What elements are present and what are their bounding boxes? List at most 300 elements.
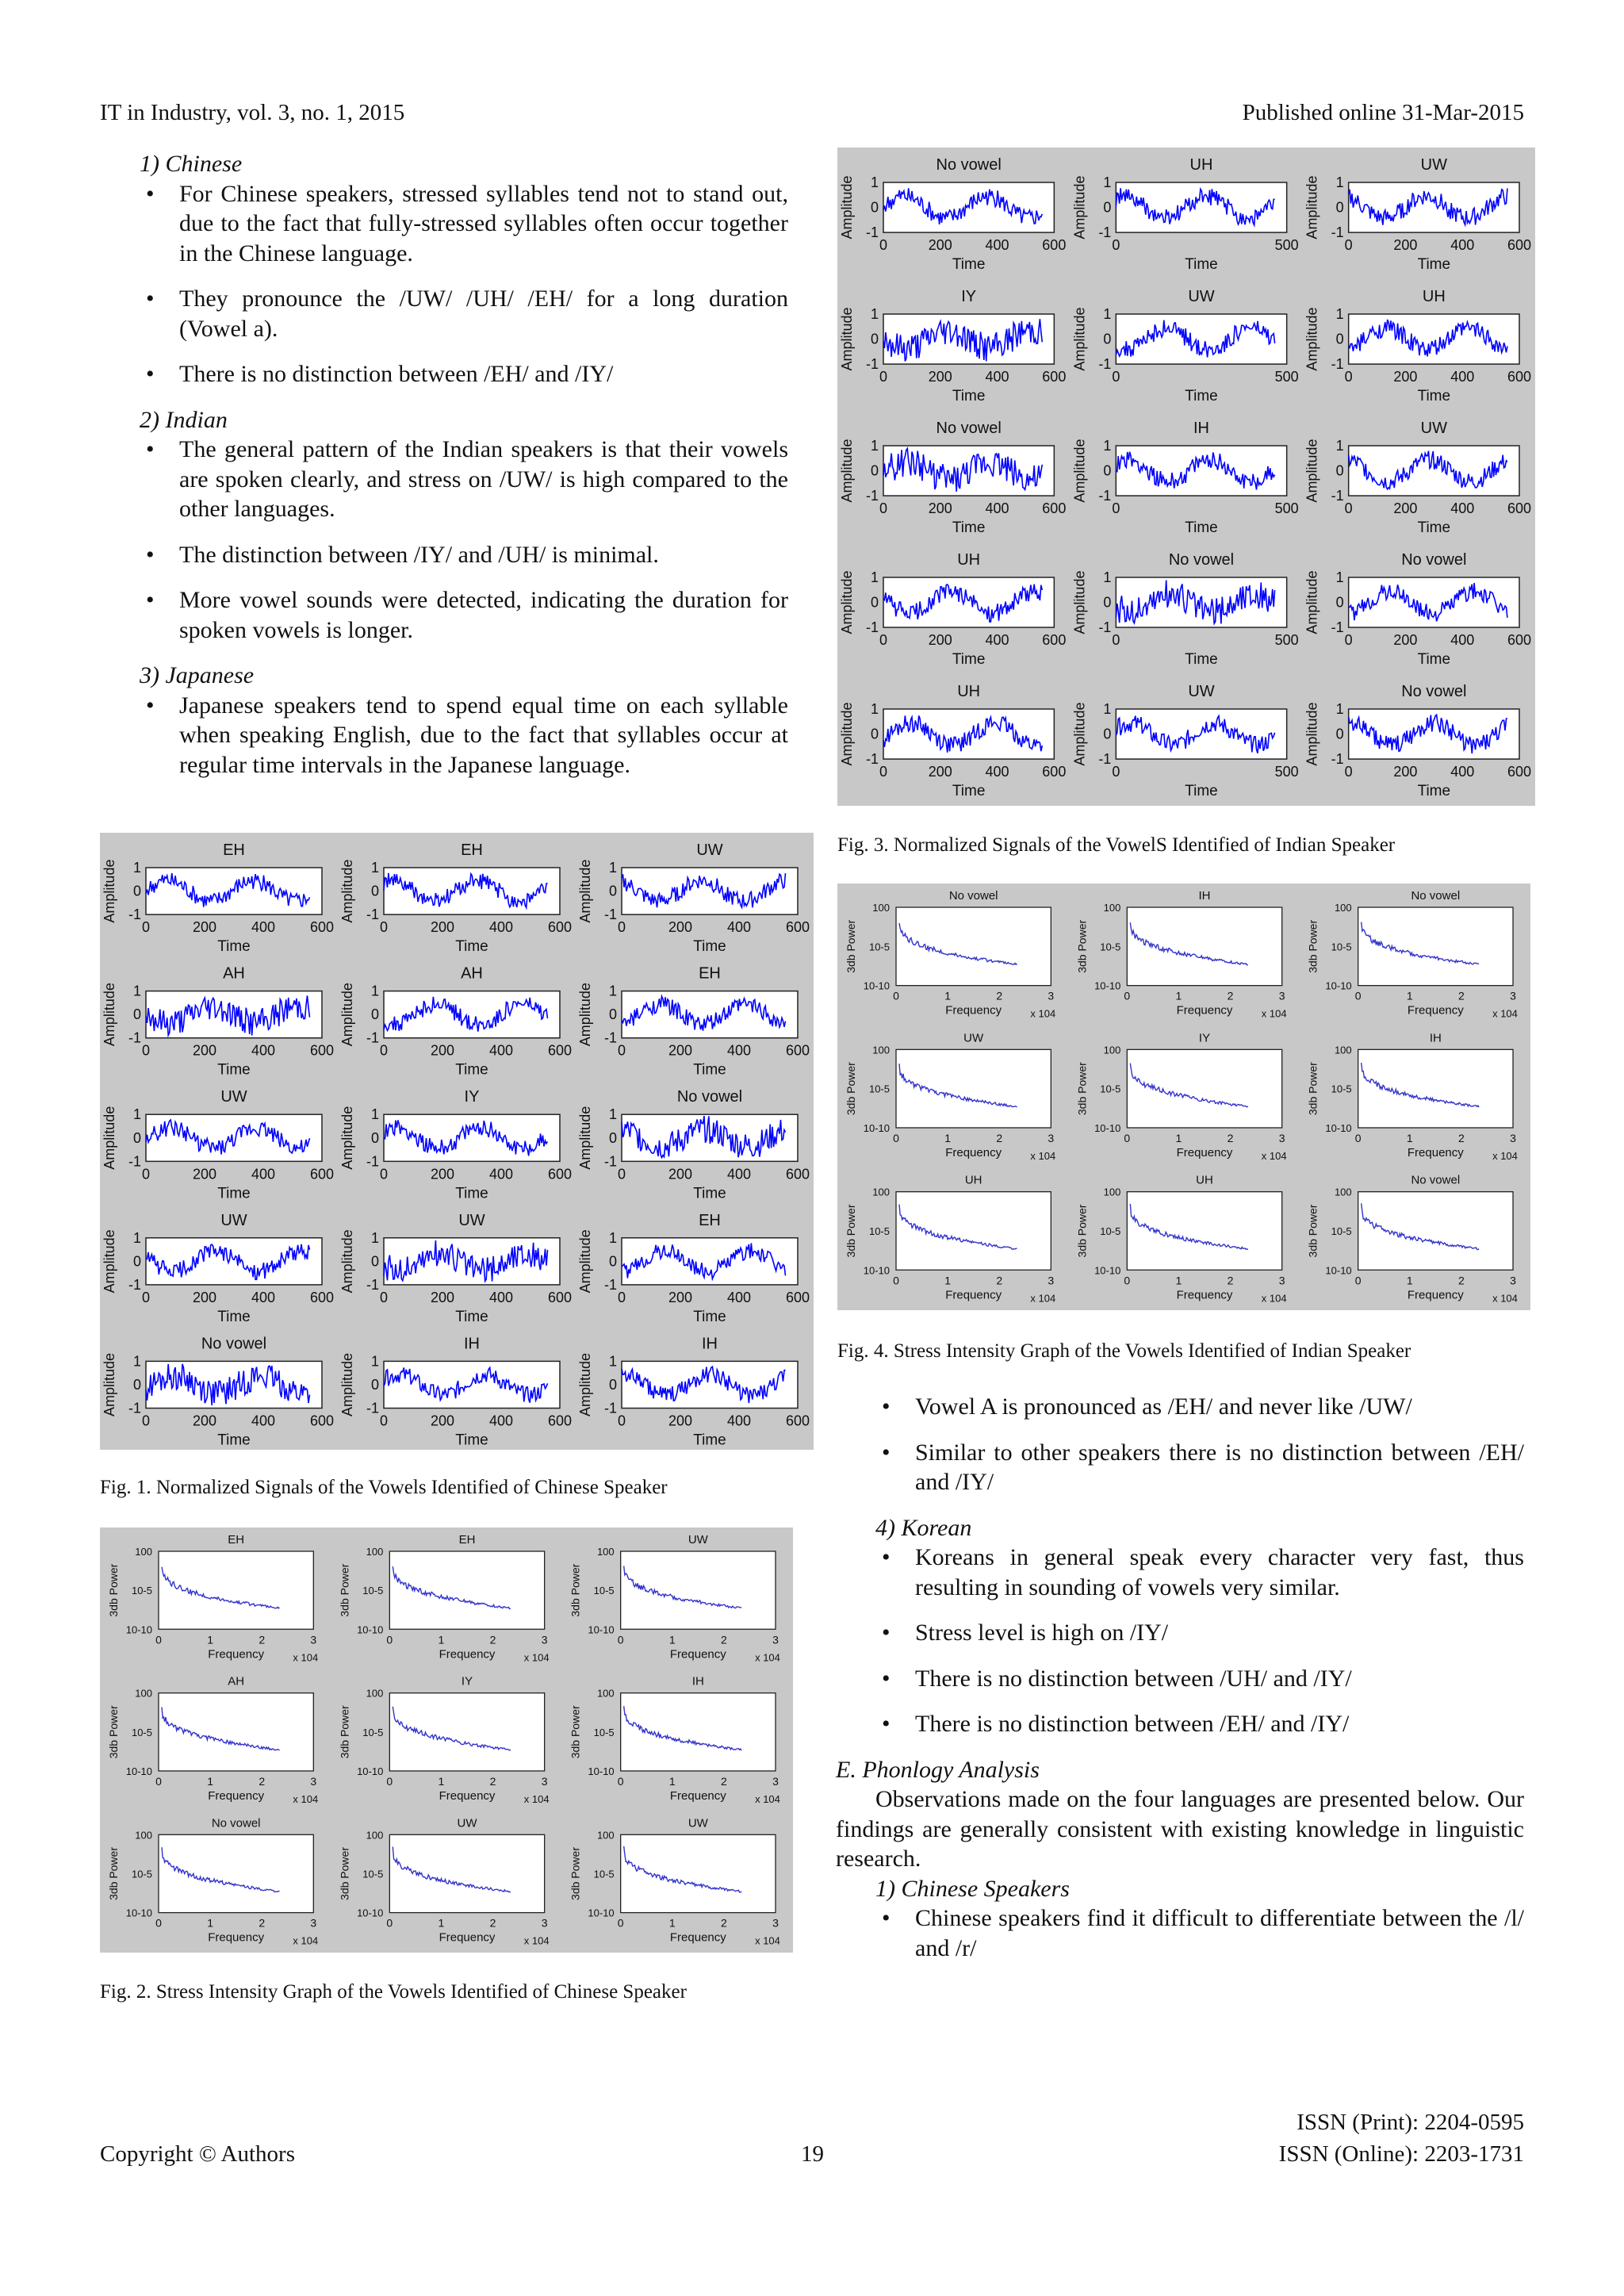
y-tick-label: 0	[370, 883, 379, 899]
x-tick-label: 0	[1112, 500, 1120, 517]
y-tick-label: 1	[870, 174, 879, 190]
panel-axes	[384, 991, 560, 1038]
x-tick-label: 0	[1112, 632, 1120, 649]
korean-list	[875, 1543, 1524, 1739]
y-tick-label: -1	[366, 1276, 379, 1293]
y-tick-label: 0	[1335, 594, 1344, 611]
x-axis-label: Time	[1185, 651, 1218, 669]
x-tick-label: 600	[309, 1042, 335, 1059]
y-tick-label: 10-5	[362, 1868, 384, 1880]
x-tick-label: 400	[251, 1042, 276, 1059]
y-tick-label: -1	[1098, 356, 1112, 373]
footer-issn-online: ISSN (Online): 2203-1731	[1278, 2141, 1524, 2167]
x-tick-label: 0	[1344, 369, 1353, 385]
y-tick-label: 0	[608, 1006, 617, 1023]
y-tick-label: 100	[1103, 1186, 1121, 1198]
y-tick-label: 100	[872, 1186, 890, 1198]
x-tick-label: 0	[1344, 237, 1353, 254]
x-tick-label: 2	[996, 989, 1003, 1002]
y-tick-label: -1	[603, 1153, 617, 1170]
x-axis-label: Frequency	[1176, 1003, 1233, 1018]
x-tick-label: 400	[488, 919, 514, 936]
x-axis-label: Time	[693, 1185, 726, 1202]
x-tick-label: 2	[489, 1774, 496, 1788]
x-tick-label: 0	[617, 919, 626, 936]
panel-title: No vowel	[1411, 1173, 1461, 1187]
x-axis-label: Time	[455, 1185, 488, 1202]
x-tick-label: 0	[141, 1412, 151, 1429]
panel-title: No vowel	[936, 156, 1002, 174]
list-item: • The distinction between /IY/ and /UH/ is minimal.	[140, 540, 788, 570]
x-tick-label: 0	[617, 1916, 624, 1930]
y-tick-label: -1	[128, 1276, 141, 1293]
list-item: • There is no distinction between /EH/ and /IY/	[140, 359, 788, 389]
x-tick-label: 400	[985, 369, 1009, 385]
y-tick-label: 1	[132, 1106, 141, 1123]
y-axis-label: 3db Power	[845, 1204, 857, 1258]
x-tick-label: 0	[379, 919, 389, 936]
panel-title: UW	[457, 1816, 477, 1830]
x-tick-label: 400	[1450, 369, 1475, 385]
y-axis-label: Amplitude	[339, 983, 355, 1047]
x-tick-label: 400	[251, 919, 276, 936]
list-item: • For Chinese speakers, stressed syllables tend not to stand out, due to the fact that fully-stressed syllables often occur together in the Chinese language.	[140, 179, 788, 269]
x-tick-label: 0	[155, 1916, 162, 1930]
y-axis-label: Amplitude	[1071, 439, 1088, 503]
y-tick-label: 10-5	[362, 1726, 384, 1738]
y-tick-label: 100	[1334, 1044, 1352, 1056]
y-tick-label: 1	[370, 1353, 379, 1370]
y-tick-label: 100	[366, 1829, 384, 1842]
panel-title: UW	[696, 841, 723, 859]
x-tick-label: 1	[944, 1131, 952, 1144]
y-tick-label: -1	[366, 1153, 379, 1170]
panel-axes	[883, 577, 1054, 627]
x-tick-label: 0	[617, 1166, 626, 1182]
panel-title: AH	[223, 964, 245, 983]
panel-axes	[1349, 182, 1519, 232]
x-axis-label: Time	[693, 1061, 726, 1079]
panel-axes	[1349, 314, 1519, 364]
y-tick-label: 10-10	[125, 1907, 152, 1919]
x-tick-label: 400	[726, 1412, 752, 1429]
y-tick-label: -1	[865, 356, 879, 373]
y-tick-label: 10-5	[1331, 1083, 1352, 1095]
x-tick-label: 200	[192, 919, 217, 936]
x-axis-label: Frequency	[669, 1788, 726, 1803]
x-axis-label: Time	[455, 938, 488, 956]
x-tick-label: 2	[720, 1774, 727, 1788]
y-tick-label: -1	[1331, 751, 1344, 768]
x-tick-label: 400	[488, 1166, 514, 1182]
panel-title: IY	[1198, 1031, 1211, 1045]
x-tick-label: 400	[726, 919, 752, 936]
x-tick-label: 2	[259, 1774, 266, 1788]
x-tick-label: 0	[879, 369, 888, 385]
panel-axes	[159, 1693, 313, 1771]
panel-title: UH	[964, 1173, 982, 1187]
x-axis-label: Time	[455, 1432, 488, 1449]
x-tick-label: 0	[1124, 1274, 1131, 1287]
x-tick-label: 200	[430, 1289, 455, 1305]
x-axis-multiplier: x 104	[523, 1934, 550, 1947]
x-tick-label: 3	[310, 1633, 317, 1646]
y-tick-label: 100	[1334, 902, 1352, 914]
y-tick-label: 1	[1103, 306, 1112, 322]
x-tick-label: 600	[785, 1412, 810, 1429]
y-axis-label: Amplitude	[1304, 307, 1320, 371]
y-tick-label: 10-10	[863, 1264, 890, 1277]
y-axis-label: 3db Power	[1306, 1204, 1320, 1258]
y-tick-label: -1	[865, 488, 879, 504]
y-axis-label: Amplitude	[577, 1106, 593, 1170]
x-axis-label: Time	[693, 938, 726, 956]
x-axis-multiplier: x 104	[1492, 1149, 1518, 1162]
x-tick-label: 400	[251, 1166, 276, 1182]
x-tick-label: 600	[785, 1042, 810, 1059]
y-tick-label: 0	[1103, 594, 1112, 611]
panel-title: EH	[223, 841, 245, 859]
panel-title: IH	[1198, 889, 1211, 903]
x-tick-label: 200	[192, 1166, 217, 1182]
y-tick-label: -1	[1331, 619, 1344, 636]
x-tick-label: 600	[785, 1166, 810, 1182]
x-tick-label: 600	[1507, 369, 1532, 385]
y-axis-label: Amplitude	[102, 1352, 117, 1416]
y-tick-label: 0	[1335, 331, 1344, 347]
panel-title: IH	[1429, 1031, 1442, 1045]
panel-axes	[621, 1834, 776, 1912]
x-tick-label: 600	[1507, 632, 1532, 649]
y-tick-label: 10-5	[362, 1585, 384, 1597]
x-axis-label: Time	[455, 1061, 488, 1079]
x-tick-label: 0	[1124, 989, 1131, 1002]
x-axis-multiplier: x 104	[523, 1792, 550, 1805]
y-tick-label: 10-10	[1094, 1121, 1121, 1134]
y-axis-label: Amplitude	[102, 1106, 117, 1170]
y-tick-label: -1	[603, 1029, 617, 1046]
y-tick-label: 0	[608, 1129, 617, 1146]
y-axis-label: 3db Power	[338, 1563, 351, 1617]
y-tick-label: -1	[865, 224, 879, 241]
panel-title: No vowel	[948, 889, 998, 903]
x-tick-label: 1	[207, 1633, 214, 1646]
x-tick-label: 3	[772, 1633, 779, 1646]
x-tick-label: 600	[785, 1289, 810, 1305]
x-axis-multiplier: x 104	[755, 1934, 780, 1947]
x-tick-label: 200	[928, 632, 952, 649]
panel-title: UW	[1420, 420, 1447, 437]
x-tick-label: 0	[1124, 1131, 1131, 1144]
panel-title: EH	[699, 1211, 721, 1229]
x-axis-multiplier: x 104	[293, 1651, 319, 1664]
x-tick-label: 1	[1175, 1131, 1182, 1144]
x-tick-label: 200	[1393, 237, 1418, 254]
y-axis-label: Amplitude	[1071, 570, 1088, 634]
panel-axes	[146, 991, 322, 1038]
y-tick-label: 100	[135, 1829, 152, 1842]
y-axis-label: Amplitude	[839, 439, 855, 503]
x-tick-label: 1	[438, 1916, 445, 1930]
x-axis-multiplier: x 104	[293, 1792, 319, 1805]
x-tick-label: 600	[547, 1412, 573, 1429]
x-tick-label: 0	[386, 1633, 393, 1646]
x-tick-label: 0	[879, 500, 888, 517]
y-axis-label: Amplitude	[1304, 570, 1320, 634]
x-axis-label: Frequency	[945, 1003, 1002, 1018]
y-tick-label: 1	[1335, 701, 1344, 717]
y-axis-label: Amplitude	[1304, 175, 1320, 240]
figure-3-caption: Fig. 3. Normalized Signals of the VowelS Identified of Indian Speaker	[837, 834, 1396, 856]
panel-axes	[883, 314, 1054, 364]
y-tick-label: 100	[366, 1546, 384, 1558]
x-tick-label: 200	[1393, 764, 1418, 780]
x-tick-label: 1	[944, 1274, 952, 1287]
x-tick-label: 0	[1344, 500, 1353, 517]
figure-svg	[837, 148, 1535, 806]
y-tick-label: 0	[132, 1129, 141, 1146]
y-tick-label: 1	[608, 860, 617, 876]
x-tick-label: 600	[309, 919, 335, 936]
figure-1-caption: Fig. 1. Normalized Signals of the Vowels Identified of Chinese Speaker	[100, 1477, 668, 1498]
x-axis-label: Time	[1417, 256, 1451, 274]
x-tick-label: 2	[720, 1916, 727, 1930]
x-tick-label: 2	[259, 1633, 266, 1646]
panel-axes	[622, 868, 798, 914]
y-axis-label: 3db Power	[569, 1705, 582, 1759]
x-tick-label: 1	[438, 1633, 445, 1646]
y-tick-label: 0	[370, 1129, 379, 1146]
y-tick-label: 0	[370, 1006, 379, 1023]
x-tick-label: 200	[668, 1166, 693, 1182]
x-axis-multiplier: x 104	[755, 1651, 780, 1664]
x-tick-label: 3	[1510, 1274, 1516, 1287]
y-tick-label: 1	[132, 983, 141, 999]
x-tick-label: 200	[668, 1412, 693, 1429]
y-axis-label: Amplitude	[102, 1229, 117, 1294]
x-tick-label: 0	[617, 1633, 624, 1646]
x-tick-label: 0	[879, 237, 888, 254]
list-item: • Stress level is high on /IY/	[875, 1618, 1524, 1648]
right-column	[836, 1392, 1524, 1979]
x-tick-label: 200	[668, 1042, 693, 1059]
y-tick-label: 100	[596, 1687, 615, 1700]
x-tick-label: 400	[985, 237, 1009, 254]
y-tick-label: 0	[870, 199, 879, 216]
x-tick-label: 400	[985, 500, 1009, 517]
y-tick-label: 10-10	[1094, 1264, 1121, 1277]
figure-4-caption: Fig. 4. Stress Intensity Graph of the Vowels Identified of Indian Speaker	[837, 1340, 1411, 1362]
x-axis-label: Frequency	[208, 1788, 265, 1803]
y-tick-label: 10-10	[125, 1765, 152, 1777]
x-tick-label: 3	[310, 1916, 317, 1930]
y-tick-label: 10-5	[1100, 941, 1121, 953]
x-axis-label: Time	[1417, 783, 1451, 800]
panel-axes	[1127, 1049, 1281, 1128]
panel-axes	[896, 1049, 1051, 1128]
panel-title: AH	[461, 964, 483, 983]
x-axis-label: Frequency	[208, 1647, 265, 1662]
x-tick-label: 1	[1406, 1131, 1413, 1144]
panel-title: No vowel	[1168, 551, 1235, 569]
x-tick-label: 0	[617, 1289, 626, 1305]
x-tick-label: 1	[944, 989, 952, 1002]
x-tick-label: 200	[430, 1412, 455, 1429]
running-header-left: IT in Industry, vol. 3, no. 1, 2015	[100, 100, 405, 125]
y-tick-label: 10-5	[593, 1868, 615, 1880]
y-axis-label: Amplitude	[577, 859, 593, 923]
x-axis-label: Time	[952, 651, 986, 669]
panel-title: UW	[1188, 288, 1215, 305]
x-tick-label: 1	[1406, 989, 1413, 1002]
panel-axes	[621, 1551, 776, 1629]
x-tick-label: 400	[1450, 764, 1475, 780]
panel-axes	[1349, 577, 1519, 627]
indian-list	[140, 435, 788, 645]
y-axis-label: Amplitude	[339, 1229, 355, 1294]
y-tick-label: -1	[1331, 224, 1344, 241]
y-tick-label: 0	[608, 1253, 617, 1270]
y-axis-label: Amplitude	[839, 175, 855, 240]
panel-axes	[146, 1238, 322, 1285]
x-tick-label: 200	[192, 1042, 217, 1059]
x-tick-label: 2	[259, 1916, 266, 1930]
x-axis-multiplier: x 104	[1030, 1149, 1056, 1162]
x-tick-label: 3	[772, 1774, 779, 1788]
x-tick-label: 2	[1457, 989, 1465, 1002]
y-tick-label: 1	[870, 438, 879, 454]
x-tick-label: 600	[1507, 764, 1532, 780]
y-tick-label: 100	[1334, 1186, 1352, 1198]
panel-title: IY	[461, 1674, 473, 1688]
list-item: • Similar to other speakers there is no distinction between /EH/ and /IY/	[875, 1438, 1524, 1497]
x-tick-label: 500	[1274, 237, 1299, 254]
x-tick-label: 0	[141, 919, 151, 936]
x-tick-label: 200	[430, 1166, 455, 1182]
figure-1	[100, 833, 814, 1450]
y-tick-label: 1	[1335, 174, 1344, 190]
x-tick-label: 400	[726, 1289, 752, 1305]
x-tick-label: 600	[309, 1166, 335, 1182]
y-tick-label: -1	[128, 1400, 141, 1416]
x-tick-label: 200	[928, 764, 952, 780]
x-tick-label: 3	[1278, 1131, 1285, 1144]
y-tick-label: 0	[608, 883, 617, 899]
subsection-title-japanese: 3) Japanese	[140, 662, 255, 688]
x-axis-multiplier: x 104	[1261, 1007, 1287, 1020]
y-tick-label: 10-10	[357, 1907, 384, 1919]
x-axis-multiplier: x 104	[1030, 1292, 1056, 1305]
y-tick-label: 10-10	[1325, 1264, 1352, 1277]
x-tick-label: 0	[893, 1274, 899, 1287]
x-tick-label: 600	[547, 1166, 573, 1182]
panel-title: UH	[957, 683, 981, 700]
x-tick-label: 400	[251, 1412, 276, 1429]
y-tick-label: 0	[132, 883, 141, 899]
x-axis-label: Time	[952, 519, 986, 537]
x-tick-label: 1	[207, 1916, 214, 1930]
x-tick-label: 0	[1354, 989, 1362, 1002]
y-axis-label: 3db Power	[1075, 1062, 1089, 1116]
panel-title: UH	[1189, 156, 1213, 174]
x-tick-label: 1	[207, 1774, 214, 1788]
x-tick-label: 0	[379, 1042, 389, 1059]
x-axis-multiplier: x 104	[1261, 1292, 1287, 1305]
figure-4	[837, 884, 1530, 1310]
y-tick-label: 1	[608, 1106, 617, 1123]
subsection-title-indian: 2) Indian	[140, 406, 228, 433]
list-item: • Chinese speakers find it difficult to differentiate between the /l/ and /r/	[875, 1903, 1524, 1963]
y-axis-label: 3db Power	[569, 1846, 582, 1900]
x-axis-multiplier: x 104	[1492, 1292, 1518, 1305]
y-tick-label: 10-5	[131, 1868, 152, 1880]
x-tick-label: 3	[541, 1633, 548, 1646]
footer-copyright: Copyright © Authors	[100, 2141, 295, 2167]
panel-title: No vowel	[936, 420, 1002, 437]
x-tick-label: 1	[668, 1633, 676, 1646]
panel-title: UH	[1196, 1173, 1213, 1187]
y-tick-label: -1	[1098, 619, 1112, 636]
y-tick-label: 10-10	[588, 1623, 615, 1636]
x-tick-label: 600	[1042, 237, 1067, 254]
panel-title: EH	[699, 964, 721, 983]
figure-svg	[837, 884, 1530, 1310]
x-tick-label: 1	[668, 1916, 676, 1930]
x-axis-label: Frequency	[208, 1930, 265, 1945]
x-tick-label: 0	[617, 1042, 626, 1059]
subsection-title-chinese-speakers: 1) Chinese Speakers	[875, 1875, 1070, 1902]
y-axis-label: Amplitude	[1304, 439, 1320, 503]
y-tick-label: 0	[132, 1253, 141, 1270]
x-tick-label: 0	[1344, 764, 1353, 780]
y-tick-label: -1	[366, 907, 379, 923]
x-axis-label: Time	[1185, 519, 1218, 537]
y-tick-label: 10-5	[593, 1726, 615, 1738]
panel-title: IH	[464, 1335, 480, 1353]
x-tick-label: 0	[1112, 237, 1120, 254]
list-item: • They pronounce the /UW/ /UH/ /EH/ for a long duration (Vowel a).	[140, 284, 788, 343]
y-axis-label: Amplitude	[102, 859, 117, 923]
footer-issn-print: ISSN (Print): 2204-0595	[1297, 2110, 1524, 2135]
y-tick-label: 100	[872, 1044, 890, 1056]
x-tick-label: 600	[1042, 500, 1067, 517]
x-axis-label: Time	[217, 1432, 251, 1449]
y-tick-label: 1	[370, 1106, 379, 1123]
x-tick-label: 2	[1227, 989, 1234, 1002]
x-tick-label: 3	[541, 1774, 548, 1788]
y-axis-label: Amplitude	[577, 1352, 593, 1416]
y-tick-label: -1	[603, 1400, 617, 1416]
x-axis-multiplier: x 104	[1030, 1007, 1056, 1020]
y-tick-label: 1	[870, 569, 879, 585]
x-tick-label: 200	[192, 1289, 217, 1305]
y-tick-label: 10-5	[131, 1585, 152, 1597]
x-tick-label: 600	[309, 1289, 335, 1305]
x-tick-label: 400	[251, 1289, 276, 1305]
panel-axes	[1116, 446, 1286, 496]
subsection-title-chinese: 1) Chinese	[140, 151, 243, 177]
japanese-list-continued	[875, 1392, 1524, 1497]
x-axis-label: Time	[217, 938, 251, 956]
y-axis-label: Amplitude	[577, 1229, 593, 1294]
figure-svg	[100, 833, 814, 1450]
x-tick-label: 0	[386, 1774, 393, 1788]
panel-axes	[146, 1114, 322, 1161]
x-axis-multiplier: x 104	[293, 1934, 319, 1947]
x-axis-label: Frequency	[669, 1930, 726, 1945]
x-axis-label: Time	[1185, 388, 1218, 405]
x-tick-label: 400	[985, 632, 1009, 649]
